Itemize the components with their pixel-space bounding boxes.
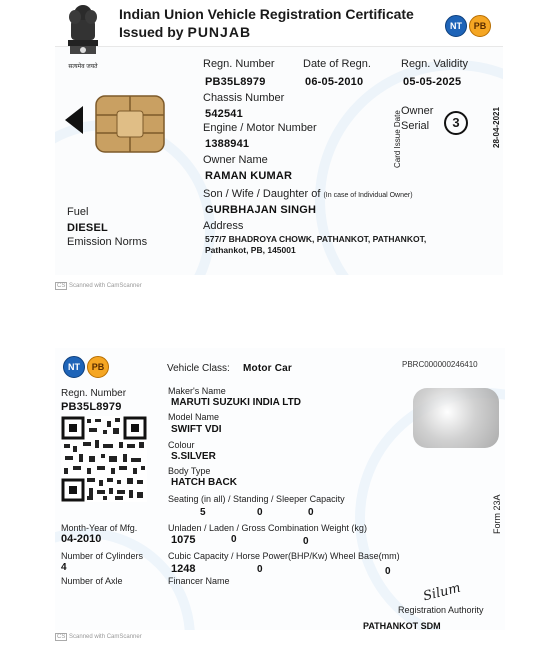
regn-number-value: PB35L8979	[61, 401, 122, 413]
chassis-label: Chassis Number	[203, 92, 285, 104]
camscanner-text: Scanned with CamScanner	[69, 283, 142, 289]
form-number: Form 23A	[492, 494, 502, 534]
regn-validity-value: 05-05-2025	[403, 76, 462, 88]
camscanner-logo: CS	[57, 283, 66, 289]
emission-norms-label: Emission Norms	[67, 236, 148, 248]
maker-label: Maker's Name	[168, 386, 226, 396]
engine-label: Engine / Motor Number	[203, 122, 317, 134]
gross-weight-value: 0	[303, 536, 309, 547]
address-line1: 577/7 BHADROYA CHOWK, PATHANKOT, PATHANKOT,	[205, 234, 427, 244]
owner-name-label: Owner Name	[203, 154, 268, 166]
camscanner-logo: CS	[57, 634, 66, 640]
national-emblem-icon	[61, 2, 105, 66]
issued-by-label: Issued by	[119, 24, 184, 40]
card-issue-label: Card Issue Date	[393, 110, 402, 168]
model-value: SWIFT VDI	[171, 424, 222, 435]
standing-value: 0	[257, 507, 263, 518]
seating-value: 5	[200, 507, 206, 518]
mfg-label: Month-Year of Mfg.	[61, 523, 138, 533]
camscanner-watermark	[55, 283, 142, 289]
emblem-motto: सत्यमेव जयते	[68, 64, 98, 70]
owner-serial-label	[401, 104, 433, 134]
card-issue-date-value: 28-04-2021	[492, 107, 501, 148]
nt-badge: NT	[63, 356, 85, 378]
owner-serial-value: 3	[444, 111, 468, 135]
card-title: Indian Union Vehicle Registration Certificate	[119, 6, 414, 22]
regn-number-label: Regn. Number	[61, 388, 127, 399]
regn-validity-label: Regn. Validity	[401, 58, 469, 70]
card-issue-date	[393, 0, 402, 168]
hologram-icon	[413, 388, 499, 448]
camscanner-watermark	[55, 634, 142, 640]
body-type-label: Body Type	[168, 466, 211, 476]
mfg-value: 04-2010	[61, 533, 102, 545]
qr-code	[61, 416, 147, 502]
card-code: PBRC000000246410	[402, 360, 478, 369]
rc-front-card	[55, 0, 503, 275]
colour-label: Colour	[168, 440, 195, 450]
weight-label: Unladen / Laden / Gross Combination Weight (kg)	[168, 523, 367, 533]
owner-serial-label-line2: Serial	[401, 120, 430, 132]
sleeper-value: 0	[308, 507, 314, 518]
regn-number-value: PB35L8979	[205, 76, 266, 88]
relation-label-text: Son / Wife / Daughter of	[203, 188, 321, 200]
smart-card-chip-icon	[95, 95, 165, 153]
financer-label: Financer Name	[168, 576, 230, 586]
seating-label: Seating (in all) / Standing / Sleeper Capacity	[168, 494, 345, 504]
wheel-base-value: 0	[385, 566, 391, 577]
fuel-label: Fuel	[67, 206, 89, 218]
registration-authority-value: PATHANKOT SDM	[363, 621, 441, 630]
relation-name-value: GURBHAJAN SINGH	[205, 204, 317, 216]
horse-power-value: 0	[257, 564, 263, 575]
nt-badge: NT	[445, 15, 467, 37]
maker-value: MARUTI SUZUKI INDIA LTD	[171, 397, 301, 408]
camscanner-text: Scanned with CamScanner	[69, 634, 142, 640]
left-arrow-icon	[65, 106, 83, 134]
engine-value: 1388941	[205, 138, 250, 150]
regn-number-label: Regn. Number	[203, 58, 275, 70]
address-label: Address	[203, 220, 244, 232]
axle-label: Number of Axle	[61, 576, 123, 586]
rc-back-card	[55, 348, 505, 630]
laden-value: 0	[231, 534, 237, 545]
date-of-regn-label: Date of Regn.	[303, 58, 371, 70]
colour-value: S.SILVER	[171, 451, 216, 462]
fuel-value: DIESEL	[67, 222, 108, 234]
registration-authority-label: Registration Authority	[398, 605, 484, 615]
authority-signature: Silum	[421, 580, 463, 605]
capacity-label: Cubic Capacity / Horse Power(BHP/Kw) Wheel Base(mm)	[168, 551, 400, 561]
relation-label	[203, 188, 413, 200]
model-label: Model Name	[168, 412, 220, 422]
owner-name-value: RAMAN KUMAR	[205, 170, 293, 182]
pb-badge: PB	[469, 15, 491, 37]
pb-badge: PB	[87, 356, 109, 378]
vehicle-class-value: Motor Car	[243, 363, 293, 374]
card-subtitle	[119, 24, 251, 40]
address-line2: Pathankot, PB, 145001	[205, 245, 296, 255]
owner-serial-label-line1: Owner	[401, 105, 434, 117]
chassis-value: 542541	[205, 108, 243, 120]
unladen-value: 1075	[171, 534, 196, 546]
cylinders-value: 4	[61, 562, 67, 573]
state-name: PUNJAB	[187, 24, 252, 40]
relation-note: (In case of Individual Owner)	[323, 192, 413, 199]
cylinders-label: Number of Cylinders	[61, 551, 144, 561]
body-type-value: HATCH BACK	[171, 477, 237, 488]
date-of-regn-value: 06-05-2010	[305, 76, 364, 88]
vehicle-class-label: Vehicle Class:	[167, 363, 230, 374]
cubic-capacity-value: 1248	[171, 563, 196, 575]
